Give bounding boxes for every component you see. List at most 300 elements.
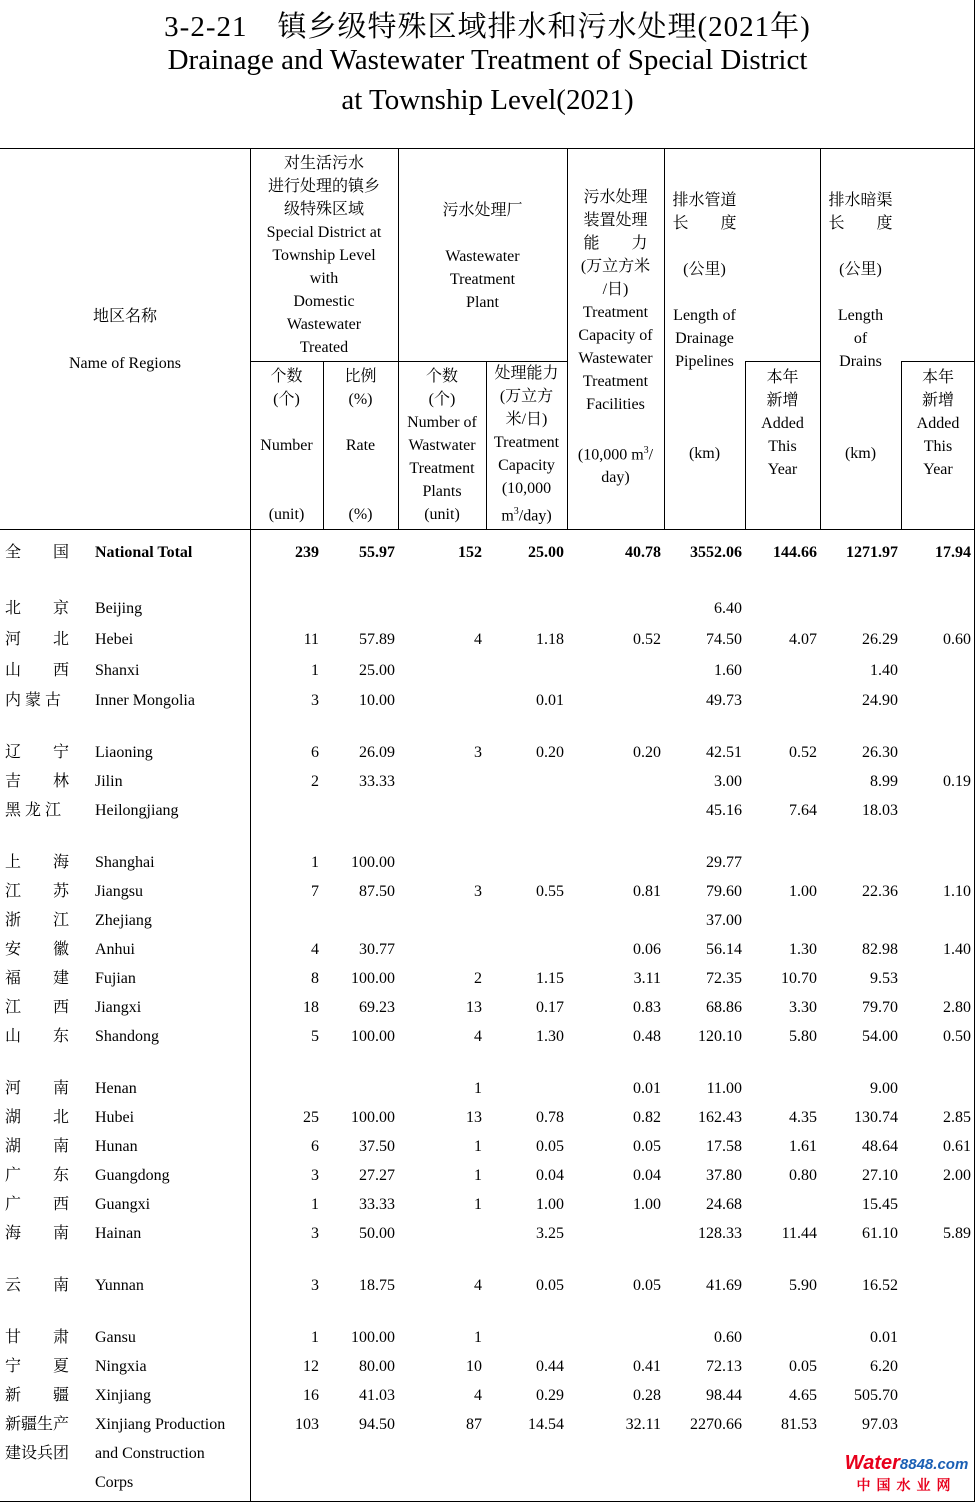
header-line: 新增 xyxy=(921,392,954,409)
table-cell: 94.50 xyxy=(359,1416,395,1433)
region-name-zh: 吉 林 xyxy=(5,773,70,790)
table-cell: 40.78 xyxy=(625,544,661,561)
region-name-zh: 山 西 xyxy=(5,662,70,679)
table-cell: 5.80 xyxy=(789,1028,817,1045)
header-line xyxy=(250,480,323,503)
table-cell: 1.30 xyxy=(536,1028,564,1045)
region-name-en: Inner Mongolia xyxy=(95,692,195,709)
table-cell: 0.55 xyxy=(536,883,564,900)
table-cell: 41.69 xyxy=(706,1277,742,1294)
table-cell: 97.03 xyxy=(862,1416,898,1433)
table-cell: 61.10 xyxy=(862,1225,898,1242)
header-line: day) xyxy=(601,469,630,487)
title-english-line1: Drainage and Wastewater Treatment of Special District xyxy=(167,44,808,76)
table-cell: 27.27 xyxy=(359,1167,395,1184)
header-line: 污水处理厂 xyxy=(442,202,523,219)
header-line: 能 力 xyxy=(583,235,648,252)
header-line: This xyxy=(768,438,797,455)
region-name-zh: 广 东 xyxy=(5,1167,70,1184)
header-line: Wastewater xyxy=(578,350,653,367)
table-cell: 11.44 xyxy=(781,1225,817,1242)
header-line: (km) xyxy=(844,445,877,462)
header-line xyxy=(567,416,664,439)
table-cell: 100.00 xyxy=(351,854,395,871)
header-line: Length of xyxy=(673,307,736,324)
table-cell: 3 xyxy=(474,883,482,900)
header-line xyxy=(664,235,745,258)
table-cell: 152 xyxy=(458,544,482,561)
header-line: Wastewater xyxy=(286,316,362,333)
table-cell: 37.80 xyxy=(706,1167,742,1184)
table-cell: 6.40 xyxy=(714,600,742,617)
table-cell: 32.11 xyxy=(625,1416,661,1433)
table-cell: 1.00 xyxy=(633,1196,661,1213)
table-cell: 50.00 xyxy=(359,1225,395,1242)
header-plant-capacity xyxy=(486,362,567,527)
header-line: Name of Regions xyxy=(69,355,181,372)
watermark-brand: Water8848.com xyxy=(844,1452,969,1474)
header-line: Year xyxy=(923,461,953,478)
table-cell: 3.30 xyxy=(789,999,817,1016)
table-cell: 3 xyxy=(311,692,319,709)
header-split-rule-3 xyxy=(745,361,820,362)
region-name-en: Fujian xyxy=(95,970,136,987)
header-facilities-capacity xyxy=(567,186,664,489)
table-cell: 0.44 xyxy=(536,1358,564,1375)
region-name-en: Liaoning xyxy=(95,744,153,761)
table-cell: 41.03 xyxy=(359,1387,395,1404)
table-cell: 14.54 xyxy=(528,1416,564,1433)
table-cell: 8.99 xyxy=(870,773,898,790)
header-split-rule-4 xyxy=(901,361,975,362)
header-line: Treatment xyxy=(493,434,560,451)
header-line: 米/日) xyxy=(505,411,548,428)
header-line: $m^3/day$) xyxy=(501,506,552,525)
table-cell: 79.60 xyxy=(706,883,742,900)
header-group-wastewater-plant xyxy=(398,199,567,314)
table-cell: 2270.66 xyxy=(690,1416,742,1433)
header-line: (unit) xyxy=(424,506,460,523)
table-cell: 2.00 xyxy=(943,1167,971,1184)
region-name-zh: 黑 龙 江 xyxy=(5,802,62,819)
table-cell: 1 xyxy=(474,1329,482,1346)
header-line: (万立方米 xyxy=(580,258,651,275)
header-line: (个) xyxy=(428,391,456,408)
region-name-zh: 内 蒙 古 xyxy=(5,692,62,709)
region-name-en: Corps xyxy=(95,1474,134,1491)
table-cell: 6 xyxy=(311,1138,319,1155)
header-line xyxy=(664,281,745,304)
region-name-en: Anhui xyxy=(95,941,135,958)
table-cell: 1 xyxy=(311,1196,319,1213)
header-line xyxy=(820,419,901,442)
table-cell: 0.05 xyxy=(633,1138,661,1155)
table-cell: 24.90 xyxy=(862,692,898,709)
table-cell: 1 xyxy=(474,1167,482,1184)
header-drains-added xyxy=(901,366,975,481)
region-name-en: Xinjiang Production xyxy=(95,1416,226,1433)
table-cell: 13 xyxy=(466,999,482,1016)
header-line: 长 度 xyxy=(672,215,737,232)
region-name-en: Shanghai xyxy=(95,854,155,871)
table-cell: 7 xyxy=(311,883,319,900)
header-line: (%) xyxy=(348,506,373,523)
header-line: 新增 xyxy=(766,392,799,409)
region-name-en: Guangxi xyxy=(95,1196,151,1213)
header-line: Facilities xyxy=(586,396,645,413)
header-line: Number xyxy=(260,437,313,454)
watermark-cn: 中国水业网 xyxy=(856,1478,957,1494)
header-line xyxy=(664,373,745,396)
table-cell: 6 xyxy=(311,744,319,761)
table-cell: 11.00 xyxy=(706,1080,742,1097)
table-cell: 45.16 xyxy=(706,802,742,819)
table-cell: 162.43 xyxy=(698,1109,742,1126)
header-line: 个数 xyxy=(425,368,458,385)
table-cell: 72.13 xyxy=(706,1358,742,1375)
table-cell: 0.48 xyxy=(633,1028,661,1045)
header-line xyxy=(398,222,567,245)
region-name-zh: 江 苏 xyxy=(5,883,70,900)
header-line: Plants xyxy=(422,483,462,500)
table-cell: 33.33 xyxy=(359,1196,395,1213)
region-name-en: Hebei xyxy=(95,631,134,648)
header-line: 对生活污水 xyxy=(283,155,364,172)
table-cell: 5.89 xyxy=(943,1225,971,1242)
table-cell: 0.06 xyxy=(633,941,661,958)
table-cell: 0.01 xyxy=(536,692,564,709)
region-name-zh: 上 海 xyxy=(5,854,70,871)
region-name-zh: 甘 肃 xyxy=(5,1329,70,1346)
table-cell: 0.04 xyxy=(633,1167,661,1184)
table-cell: 1 xyxy=(474,1138,482,1155)
table-cell: 100.00 xyxy=(351,1109,395,1126)
table-cell: 1.15 xyxy=(536,970,564,987)
table-cell: 12 xyxy=(303,1358,319,1375)
header-group-drains xyxy=(820,189,901,465)
header-line: (km) xyxy=(688,445,721,462)
header-line: (10,000 $m^3/$ xyxy=(577,445,654,464)
table-cell: 0.52 xyxy=(633,631,661,648)
table-cell: 0.61 xyxy=(943,1138,971,1155)
header-line: Wastewater xyxy=(445,248,520,265)
region-name-en: Shandong xyxy=(95,1028,159,1045)
table-cell: 0.05 xyxy=(536,1138,564,1155)
header-line: 进行处理的镇乡 xyxy=(267,178,380,195)
region-name-en: Heilongjiang xyxy=(95,802,179,819)
table-cell: 37.50 xyxy=(359,1138,395,1155)
header-line xyxy=(250,457,323,480)
table-cell: 1 xyxy=(311,662,319,679)
table-cell: 8 xyxy=(311,970,319,987)
table-cell: 16 xyxy=(303,1387,319,1404)
table-cell: 1.00 xyxy=(789,883,817,900)
header-line: (个) xyxy=(273,391,300,408)
header-line: (万立方 xyxy=(499,388,554,405)
table-cell: 1.30 xyxy=(789,941,817,958)
table-cell: 100.00 xyxy=(351,1028,395,1045)
table-cell: 82.98 xyxy=(862,941,898,958)
table-cell: 1 xyxy=(474,1196,482,1213)
table-cell: 3.00 xyxy=(714,773,742,790)
table-cell: 74.50 xyxy=(706,631,742,648)
table-cell: 0.83 xyxy=(633,999,661,1016)
header-line: Added xyxy=(916,415,960,432)
region-name-en: Ningxia xyxy=(95,1358,147,1375)
header-line: 排水管道 xyxy=(672,192,737,209)
table-cell: 4 xyxy=(474,1028,482,1045)
table-top-rule xyxy=(0,148,975,149)
table-cell: 29.77 xyxy=(706,854,742,871)
header-line: of xyxy=(853,330,868,347)
header-line: /日) xyxy=(602,281,629,298)
region-name-zh: 海 南 xyxy=(5,1225,70,1242)
table-cell: 6.20 xyxy=(870,1358,898,1375)
region-name-zh: 北 京 xyxy=(5,600,70,617)
table-cell: 1.61 xyxy=(789,1138,817,1155)
table-cell: 4.65 xyxy=(789,1387,817,1404)
header-line: This xyxy=(923,438,953,455)
table-cell: 0.05 xyxy=(536,1277,564,1294)
table-cell: 2.85 xyxy=(943,1109,971,1126)
region-name-zh: 湖 北 xyxy=(5,1109,70,1126)
table-cell: 100.00 xyxy=(351,970,395,987)
table-cell: 3 xyxy=(311,1277,319,1294)
table-cell: 22.36 xyxy=(862,883,898,900)
header-line: 比例 xyxy=(344,368,377,385)
table-cell: 13 xyxy=(466,1109,482,1126)
region-name-zh: 浙 江 xyxy=(5,912,70,929)
region-name-zh: 湖 南 xyxy=(5,1138,70,1155)
region-name-zh: 新 疆 xyxy=(5,1387,70,1404)
region-name-zh: 云 南 xyxy=(5,1277,70,1294)
header-line xyxy=(820,235,901,258)
header-line: 本年 xyxy=(766,369,799,386)
table-cell: 55.97 xyxy=(359,544,395,561)
table-cell: 80.00 xyxy=(359,1358,395,1375)
header-line: 个数 xyxy=(270,368,303,385)
table-cell: 25.00 xyxy=(528,544,564,561)
header-line: Rate xyxy=(345,437,376,454)
table-cell: 3 xyxy=(474,744,482,761)
table-cell: 5.90 xyxy=(789,1277,817,1294)
header-group-special-district xyxy=(250,152,398,359)
header-line: with xyxy=(309,270,339,287)
table-cell: 48.64 xyxy=(862,1138,898,1155)
table-cell: 16.52 xyxy=(862,1277,898,1294)
table-cell: 72.35 xyxy=(706,970,742,987)
header-number-plants xyxy=(398,365,486,526)
table-cell: 17.94 xyxy=(935,544,971,561)
table-cell: 30.77 xyxy=(359,941,395,958)
header-line: Drains xyxy=(839,353,882,370)
header-line: 排水暗渠 xyxy=(828,192,893,209)
table-cell: 1 xyxy=(311,1329,319,1346)
header-line: Treatment xyxy=(582,373,649,390)
region-name-en: Henan xyxy=(95,1080,137,1097)
table-cell: 25 xyxy=(303,1109,319,1126)
table-cell: 3.25 xyxy=(536,1225,564,1242)
header-line: Special District at xyxy=(266,224,382,241)
table-cell: 3552.06 xyxy=(690,544,742,561)
table-cell: 1 xyxy=(474,1080,482,1097)
header-line xyxy=(820,396,901,419)
header-line xyxy=(323,411,398,434)
table-cell: 37.00 xyxy=(706,912,742,929)
table-cell: 69.23 xyxy=(359,999,395,1016)
header-line: Capacity xyxy=(498,457,555,474)
table-cell: 18.75 xyxy=(359,1277,395,1294)
region-name-zh: 安 徽 xyxy=(5,941,70,958)
table-cell: 144.66 xyxy=(773,544,817,561)
table-cell: 10.00 xyxy=(359,692,395,709)
header-line: (公里) xyxy=(839,261,882,278)
header-line: 级特殊区域 xyxy=(283,201,364,218)
table-cell: 0.01 xyxy=(870,1329,898,1346)
table-cell: 0.82 xyxy=(633,1109,661,1126)
table-cell: 0.05 xyxy=(789,1358,817,1375)
region-name-zh: 广 西 xyxy=(5,1196,70,1213)
header-line xyxy=(664,419,745,442)
region-name-zh: 宁 夏 xyxy=(5,1358,70,1375)
table-cell: 7.64 xyxy=(789,802,817,819)
table-cell: 17.58 xyxy=(706,1138,742,1155)
header-line: Treated xyxy=(299,339,349,356)
table-cell: 0.60 xyxy=(943,631,971,648)
table-cell: 4 xyxy=(474,1387,482,1404)
table-cell: 128.33 xyxy=(698,1225,742,1242)
region-name-en: Jilin xyxy=(95,773,123,790)
header-line: 污水处理 xyxy=(583,189,648,206)
table-cell: 4.07 xyxy=(789,631,817,648)
table-cell: 3 xyxy=(311,1167,319,1184)
table-cell: 239 xyxy=(295,544,319,561)
table-cell: 103 xyxy=(295,1416,319,1433)
header-line: (公里) xyxy=(683,261,726,278)
table-cell: 18 xyxy=(303,999,319,1016)
table-cell: 10.70 xyxy=(781,970,817,987)
table-cell: 2 xyxy=(311,773,319,790)
header-line: 长 度 xyxy=(828,215,893,232)
table-cell: 26.30 xyxy=(862,744,898,761)
header-region xyxy=(0,305,250,375)
region-name-en: Shanxi xyxy=(95,662,140,679)
header-bottom-rule xyxy=(0,529,975,530)
header-line: Plant xyxy=(466,294,499,311)
table-cell: 87.50 xyxy=(359,883,395,900)
region-name-en: Xinjiang xyxy=(95,1387,151,1404)
table-cell: 0.29 xyxy=(536,1387,564,1404)
header-line: Township Level xyxy=(272,247,376,264)
table-cell: 0.17 xyxy=(536,999,564,1016)
table-cell: 1.10 xyxy=(943,883,971,900)
header-line: Number of xyxy=(407,414,477,431)
header-line xyxy=(323,480,398,503)
header-line: (%) xyxy=(348,391,373,408)
title-chinese: 3-2-21 镇乡级特殊区域排水和污水处理(2021年) xyxy=(164,11,811,43)
table-cell: 42.51 xyxy=(706,744,742,761)
header-line: Capacity of xyxy=(578,327,653,344)
header-line: Year xyxy=(767,461,798,478)
region-name-en: National Total xyxy=(95,544,193,561)
header-line: Treatment xyxy=(449,271,516,288)
table-cell: 0.20 xyxy=(536,744,564,761)
table-cell: 0.52 xyxy=(789,744,817,761)
title-english-line2: at Township Level(2021) xyxy=(341,84,634,116)
region-name-en: Yunnan xyxy=(95,1277,144,1294)
header-line: 地区名称 xyxy=(92,308,157,325)
table-cell: 4.35 xyxy=(789,1109,817,1126)
table-cell: 3 xyxy=(311,1225,319,1242)
table-cell: 1.60 xyxy=(714,662,742,679)
region-name-en: Hunan xyxy=(95,1138,138,1155)
header-line xyxy=(323,457,398,480)
region-name-en: Beijing xyxy=(95,600,143,617)
table-cell: 0.41 xyxy=(633,1358,661,1375)
table-cell: 2 xyxy=(474,970,482,987)
table-cell: 1.40 xyxy=(943,941,971,958)
table-cell: 10 xyxy=(466,1358,482,1375)
table-cell: 4 xyxy=(311,941,319,958)
table-cell: 0.78 xyxy=(536,1109,564,1126)
header-line: Added xyxy=(761,415,804,432)
table-cell: 33.33 xyxy=(359,773,395,790)
header-line: (unit) xyxy=(268,506,305,523)
table-cell: 81.53 xyxy=(781,1416,817,1433)
region-name-en: and Construction xyxy=(95,1445,205,1462)
table-cell: 0.28 xyxy=(633,1387,661,1404)
header-pipelines-added xyxy=(745,366,820,481)
header-line xyxy=(820,281,901,304)
table-cell: 11 xyxy=(303,631,319,648)
region-name-en: Gansu xyxy=(95,1329,136,1346)
table-cell: 0.01 xyxy=(633,1080,661,1097)
header-group-pipelines xyxy=(664,189,745,465)
table-cell: 4 xyxy=(474,631,482,648)
table-cell: 68.86 xyxy=(706,999,742,1016)
header-split-rule-1 xyxy=(250,361,398,362)
header-line xyxy=(820,373,901,396)
table-cell: 26.09 xyxy=(359,744,395,761)
region-name-zh: 江 西 xyxy=(5,999,70,1016)
table-cell: 98.44 xyxy=(706,1387,742,1404)
header-line: 本年 xyxy=(921,369,954,386)
table-cell: 100.00 xyxy=(351,1329,395,1346)
table-cell: 79.70 xyxy=(862,999,898,1016)
table-cell: 57.89 xyxy=(359,631,395,648)
region-name-en: Hubei xyxy=(95,1109,135,1126)
table-cell: 505.70 xyxy=(854,1387,898,1404)
region-name-en: Jiangxi xyxy=(95,999,142,1016)
header-line xyxy=(664,396,745,419)
table-cell: 130.74 xyxy=(854,1109,898,1126)
table-cell: 1271.97 xyxy=(846,544,898,561)
table-cell: 0.50 xyxy=(943,1028,971,1045)
header-line xyxy=(250,411,323,434)
table-cell: 1 xyxy=(311,854,319,871)
region-name-zh: 全 国 xyxy=(5,544,70,561)
table-cell: 0.05 xyxy=(633,1277,661,1294)
table-cell: 4 xyxy=(474,1277,482,1294)
region-name-zh: 河 南 xyxy=(5,1080,70,1097)
table-cell: 27.10 xyxy=(862,1167,898,1184)
table-cell: 56.14 xyxy=(706,941,742,958)
header-rate xyxy=(323,365,398,526)
table-cell: 3.11 xyxy=(633,970,661,987)
table-cell: 0.81 xyxy=(633,883,661,900)
region-name-en: Zhejiang xyxy=(95,912,152,929)
header-line: 装置处理 xyxy=(583,212,648,229)
